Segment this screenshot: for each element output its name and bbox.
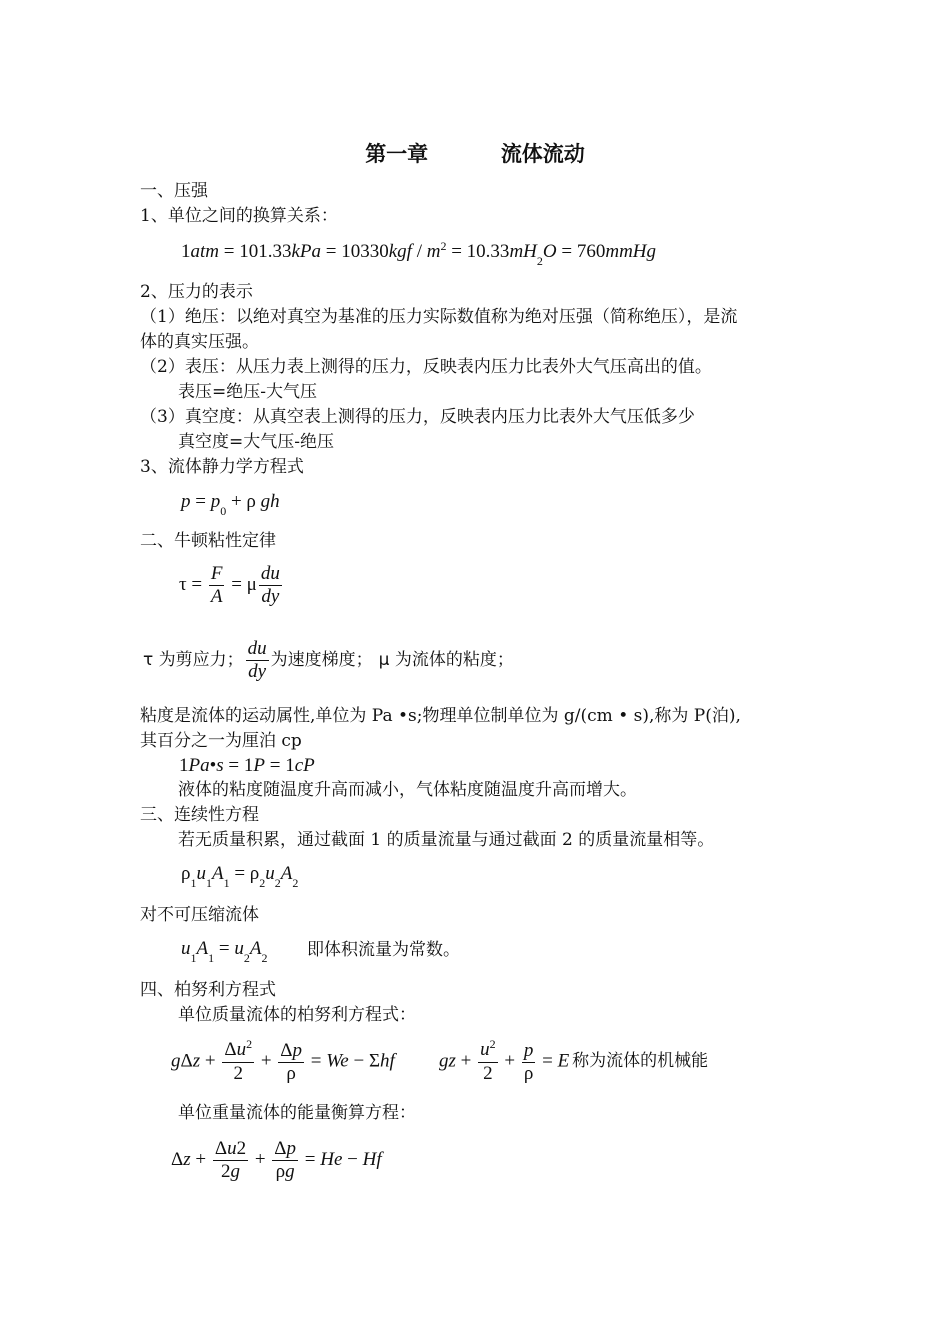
paragraph-bernoulli-mass: 单位质量流体的柏努利方程式： bbox=[178, 1005, 416, 1025]
volumetric-flow-note: 即体积流量为常数。 bbox=[307, 940, 460, 960]
paragraph-continuity: 若无质量积累，通过截面 1 的质量流量与通过截面 2 的质量流量相等。 bbox=[178, 830, 715, 850]
paragraph-viscosity-temperature: 液体的粘度随温度升高而减小，气体粘度随温度升高而增大。 bbox=[178, 780, 637, 800]
equation-newton-viscosity: τ = $\frac{F}{A}$ = μ $\frac{du}{dy}$ bbox=[179, 563, 280, 607]
vacuum-formula: 真空度=大气压-绝压 bbox=[178, 432, 334, 452]
equation-pascal-second: 1Pa•s = 1P = 1cP bbox=[179, 755, 315, 776]
chapter-number: 第一章 bbox=[365, 142, 429, 166]
equation-incompressible: $u_1A_1 = u_2A_2$ bbox=[181, 938, 268, 965]
paragraph-bernoulli-weight: 单位重量流体的能量衡算方程： bbox=[178, 1103, 416, 1123]
paragraph-gauge-pressure: （2）表压：从压力表上测得的压力，反映表内压力比表外大气压高出的值。 bbox=[140, 357, 712, 377]
equation-hydrostatic: $p = p_0 + \rho$ gh bbox=[181, 491, 280, 518]
equation-bernoulli-weight: Δz + $\frac{\Delta u2}{2g}$ + $\frac{\Delta p}{\rho g}$ = He − Hf bbox=[171, 1138, 382, 1182]
paragraph-incompressible: 对不可压缩流体 bbox=[140, 905, 259, 925]
subsection-pressure-representation: 2、压力的表示 bbox=[140, 282, 253, 302]
section-heading-pressure: 一、压强 bbox=[140, 181, 208, 201]
paragraph-viscosity-units-2: 其百分之一为厘泊 cp bbox=[140, 731, 302, 751]
equation-continuity: $\rho_1u_1A_1 = \rho_2u_2A_2$ bbox=[181, 863, 299, 890]
chapter-title: 流体流动 bbox=[500, 142, 585, 166]
paragraph-vacuum: （3）真空度：从真空表上测得的压力，反映表内压力比表外大气压低多少 bbox=[140, 407, 695, 427]
chapter-heading bbox=[0, 138, 950, 168]
equation-unit-conversion: $1atm = 101.33kPa = 10330kgf / m^2 = 10.33mH_2O$ = 760mmHg bbox=[181, 239, 657, 268]
section-heading-continuity: 三、连续性方程 bbox=[140, 805, 259, 825]
symbol-definitions: τ 为剪应力； $\frac{du}{dy}$ 为速度梯度； μ 为流体的粘度； bbox=[143, 638, 514, 682]
gauge-pressure-formula: 表压=绝压-大气压 bbox=[178, 382, 317, 402]
paragraph-viscosity-units-1: 粘度是流体的运动属性,单位为 Pa •s;物理单位制单位为 g/(cm • s),称为 P(泊), bbox=[140, 706, 741, 726]
subsection-unit-conversion: 1、单位之间的换算关系： bbox=[140, 206, 338, 226]
paragraph-absolute-pressure-1: （1）绝压：以绝对真空为基准的压力实际数值称为绝对压强（简称绝压），是流 bbox=[140, 307, 738, 327]
section-heading-newton-law: 二、牛顿粘性定律 bbox=[140, 531, 276, 551]
paragraph-absolute-pressure-2: 体的真实压强。 bbox=[140, 332, 259, 352]
equation-bernoulli-mass: gΔz + $\frac{\Delta u^2}{2}$ + $\frac{\Delta p}{\rho}$ = We − Σhf bbox=[171, 1037, 395, 1084]
subsection-hydrostatic-equation: 3、流体静力学方程式 bbox=[140, 457, 304, 477]
equation-mechanical-energy: gz + $\frac{u^2}{2}$ + $\frac{p}{\rho}$ = E 称为流体的机械能 bbox=[439, 1037, 709, 1084]
section-heading-bernoulli: 四、柏努利方程式 bbox=[140, 980, 276, 1000]
